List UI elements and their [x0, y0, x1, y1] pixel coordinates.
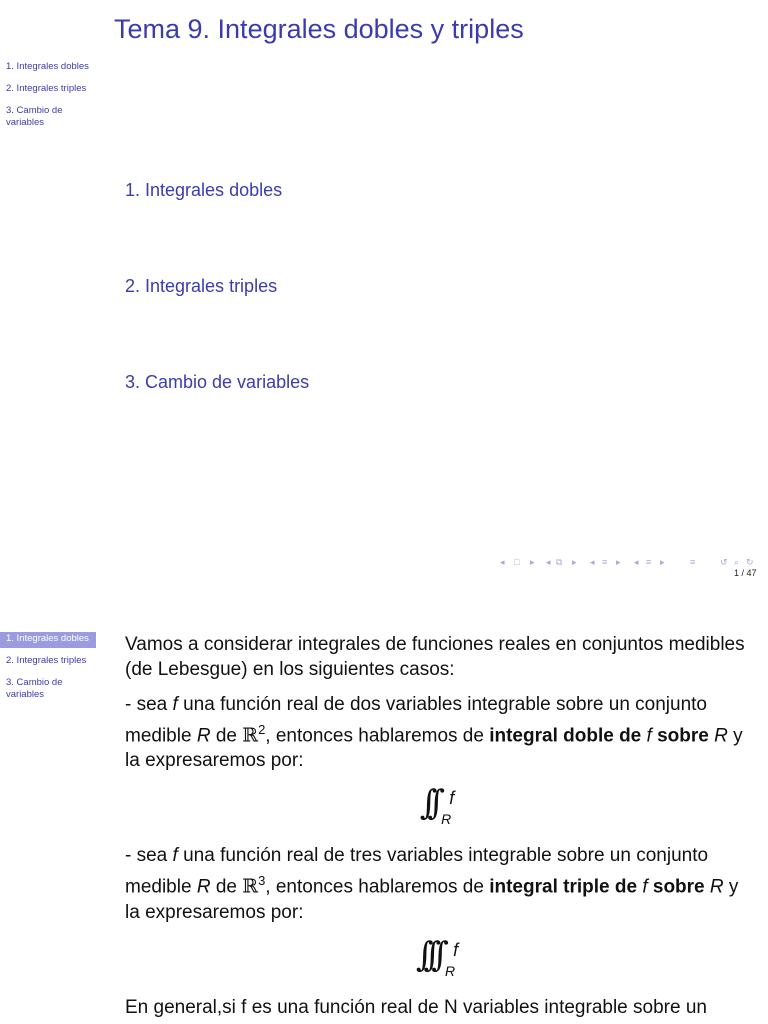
sidebar-item-integrales-triples[interactable]: 2. Integrales triples [6, 83, 87, 94]
sidebar-item-integrales-triples[interactable]: 2. Integrales triples [6, 655, 87, 666]
beamer-navigation-bar [500, 557, 762, 575]
nav-frame-icon[interactable]: ⧉ [556, 557, 563, 567]
nav-next-slide-icon[interactable]: ▸ [530, 557, 535, 567]
sidebar-item-cambio-de-variables[interactable]: 3. Cambio de variables [6, 105, 63, 128]
double-integral-paragraph: - sea f una función real de dos variables integrable sobre un conjunto medible R de ℝ$^2$, entonces hablaremos de integral doble de f sobre R y la expresaremos por: [125, 694, 743, 772]
nav-next-section-icon[interactable]: ▸ [660, 557, 665, 567]
nav-subsection-icon[interactable]: ≡ [602, 557, 608, 567]
nav-search-icon[interactable]: ⌕ [734, 557, 740, 567]
nav-next-subsection-icon[interactable]: ▸ [616, 557, 621, 567]
frame-title: Tema 9. Integrales dobles y triples [114, 14, 524, 44]
toc-item-cambio-de-variables[interactable]: 3. Cambio de variables [125, 372, 310, 392]
nav-next-frame-icon[interactable]: ▸ [572, 557, 577, 567]
toc-item-integrales-triples[interactable]: 2. Integrales triples [125, 276, 278, 296]
page-number: 1 / 47 [734, 568, 757, 578]
sidebar-item-integrales-dobles-active[interactable]: 1. Integrales dobles [0, 632, 96, 648]
double-integral-formula: ∫∫ $_R^f$ [419, 783, 455, 828]
nav-prev-section-icon[interactable]: ◂ [634, 557, 639, 567]
toc-item-integrales-dobles[interactable]: 1. Integrales dobles [125, 180, 283, 200]
sidebar-item-cambio-de-variables[interactable]: 3. Cambio de variables [6, 677, 63, 700]
nav-back-icon[interactable]: ↺ [720, 557, 728, 567]
slide-2 [0, 596, 768, 1024]
sidebar-navigation [0, 60, 96, 138]
triple-integral-formula: ∫∫∫ $_R^f$ [415, 934, 459, 979]
slide-content [125, 632, 745, 1024]
intro-paragraph: Vamos a considerar integrales de funciones reales en conjuntos medibles (de Lebesgue) en los siguientes casos: [125, 634, 745, 680]
general-paragraph: En general,si f es una función real de N variables integrable sobre un [125, 996, 707, 1018]
nav-prev-slide-icon[interactable]: ◂ [500, 557, 505, 567]
nav-forward-icon[interactable]: ↻ [746, 557, 754, 567]
nav-section-icon[interactable]: ≡ [646, 557, 652, 567]
nav-slide-icon[interactable]: □ [514, 557, 520, 567]
nav-prev-frame-icon[interactable]: ◂ [546, 557, 551, 567]
nav-document-icon[interactable]: ≡ [690, 557, 696, 567]
triple-integral-paragraph: - sea f una función real de tres variables integrable sobre un conjunto medible R de ℝ$^3$, entonces hablaremos de integral triple de f sobre R y la expresaremos por: [125, 845, 739, 923]
sidebar-navigation [0, 632, 96, 710]
sidebar-item-integrales-dobles[interactable]: 1. Integrales dobles [6, 61, 89, 72]
nav-prev-subsection-icon[interactable]: ◂ [590, 557, 595, 567]
